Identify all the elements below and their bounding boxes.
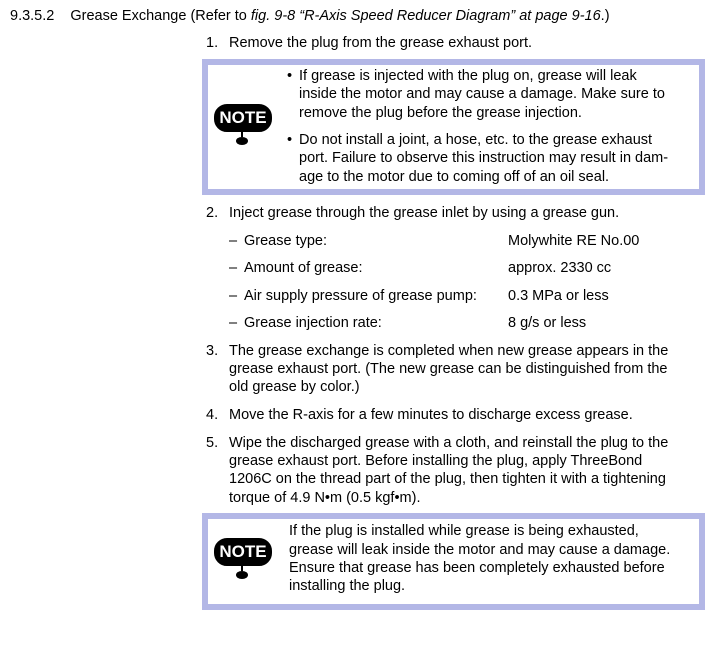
spec-value-grease-type: Molywhite RE No.00 <box>508 233 640 249</box>
step-2-number: 2. <box>206 205 219 221</box>
step-3-number: 3. <box>206 343 219 359</box>
step-1-text: Remove the plug from the grease exhaust port. <box>229 35 533 51</box>
note-1-bullet-2-line-1: Do not install a joint, a hose, etc. to the grease exhaust <box>299 132 653 148</box>
step-3-line-1: The grease exchange is completed when new grease appears in the <box>229 343 669 359</box>
spec-label-pressure: Air supply pressure of grease pump: <box>244 288 477 304</box>
spec-value-pressure: 0.3 MPa or less <box>508 288 609 304</box>
figure-reference-link[interactable]: fig. 9-8 “R-Axis Speed Reducer Diagram” at page 9-16 <box>250 8 601 24</box>
step-4-text: Move the R-axis for a few minutes to discharge excess grease. <box>229 407 633 423</box>
note-2-line-2: grease will leak inside the motor and may cause a damage. <box>289 542 671 558</box>
note-2-line-3: Ensure that grease has been completely exhausted before <box>289 560 665 576</box>
note-2-line-4: installing the plug. <box>289 578 406 594</box>
spec-dash: – <box>229 288 238 304</box>
spec-label-rate: Grease injection rate: <box>244 315 382 331</box>
step-5-number: 5. <box>206 435 219 451</box>
step-3-line-3: old grease by color.) <box>229 379 360 395</box>
section-title: Grease Exchange (Refer to <box>70 8 251 24</box>
step-2-text: Inject grease through the grease inlet by using a grease gun. <box>229 205 620 221</box>
section-heading: 9.3.5.2 Grease Exchange (Refer to fig. 9-8 “R-Axis Speed Reducer Diagram” at page 9-16.) <box>10 8 610 24</box>
section-number: 9.3.5.2 <box>10 8 55 24</box>
note-1-bullet-1-line-1: If grease is injected with the plug on, grease will leak <box>299 68 637 84</box>
step-5-line-3: 1206C on the thread part of the plug, then tighten it with a tightening <box>229 471 666 487</box>
note-1-bullet-1-line-3: remove the plug before the grease injection. <box>299 105 582 121</box>
note-1-bullet-2-line-3: age to the motor due to coming off of an oil seal. <box>299 169 610 185</box>
step-1-number: 1. <box>206 35 219 51</box>
step-5-line-1: Wipe the discharged grease with a cloth, and reinstall the plug to the <box>229 435 669 451</box>
note-1-bullet-1-line-2: inside the motor and may cause a damage. Make sure to <box>299 86 665 102</box>
step-5-line-4: torque of 4.9 N•m (0.5 kgf•m). <box>229 490 421 506</box>
spec-dash: – <box>229 233 238 249</box>
step-5-line-2: grease exhaust port. Before installing the plug, apply ThreeBond <box>229 453 643 469</box>
spec-value-rate: 8 g/s or less <box>508 315 587 331</box>
note-1-bullet-2-line-2: port. Failure to observe this instruction may result in dam- <box>299 150 669 166</box>
note-icon: NOTE <box>214 538 272 568</box>
step-3-line-2: grease exhaust port. (The new grease can be distinguished from the <box>229 361 668 377</box>
note-2-line-1: If the plug is installed while grease is being exhausted, <box>289 523 639 539</box>
spec-dash: – <box>229 315 238 331</box>
spec-label-amount: Amount of grease: <box>244 260 363 276</box>
note-1-bullet-1-mark: • <box>287 68 293 84</box>
spec-label-grease-type: Grease type: <box>244 233 328 249</box>
spec-value-amount: approx. 2330 cc <box>508 260 612 276</box>
step-4-number: 4. <box>206 407 219 423</box>
note-1-bullet-2-mark: • <box>287 132 293 148</box>
spec-dash: – <box>229 260 238 276</box>
note-icon: NOTE <box>214 104 272 134</box>
